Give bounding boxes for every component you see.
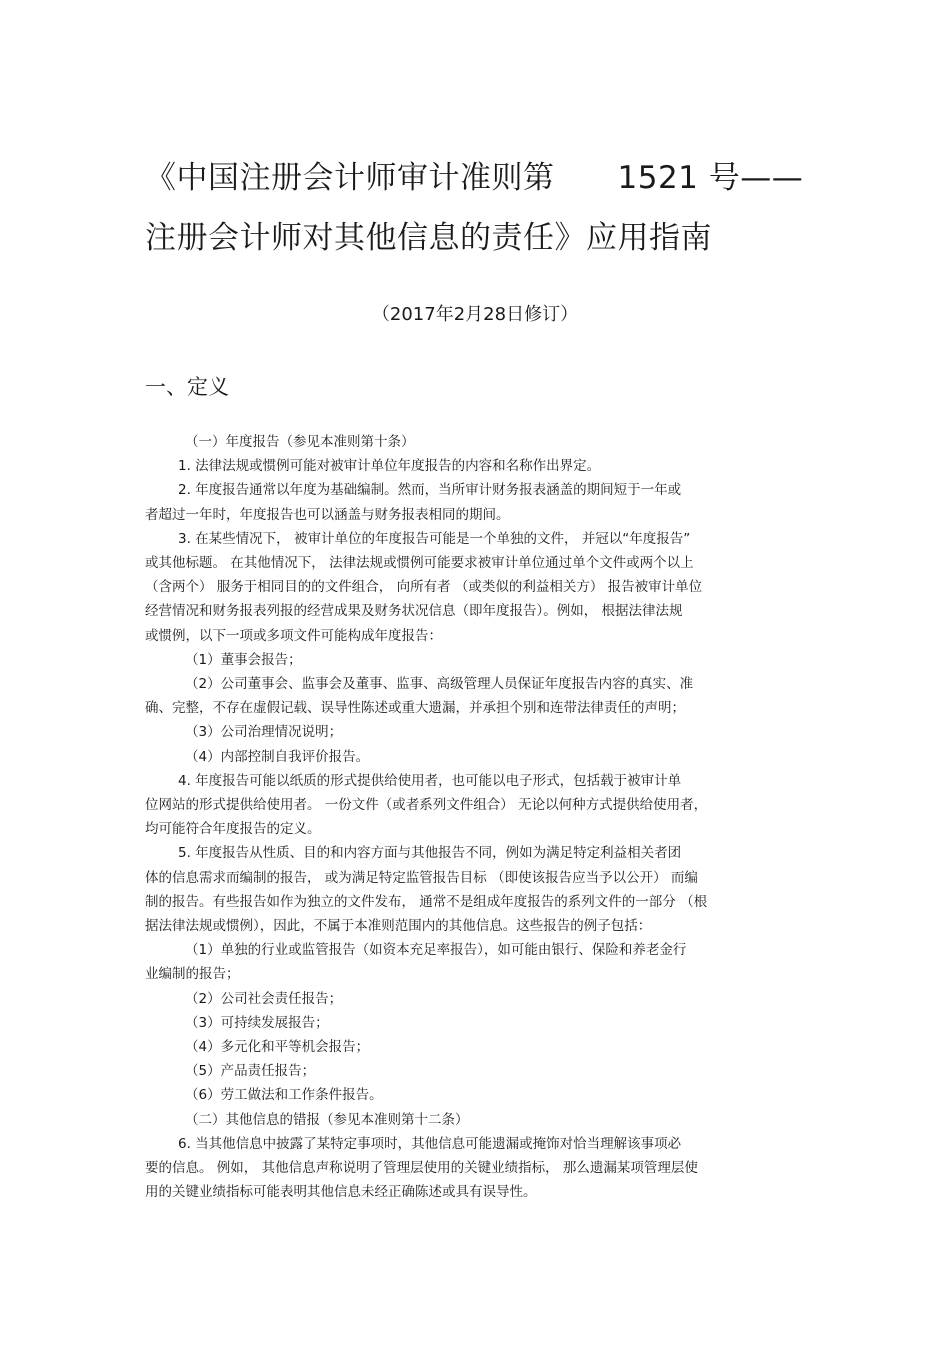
list-item: （4）多元化和平等机会报告；: [185, 1039, 370, 1056]
subsection-heading: （二）其他信息的错报（参见本准则第十二条）: [185, 1111, 469, 1128]
paragraph-line: 均可能符合年度报告的定义。: [145, 821, 321, 838]
paragraph-line: 用的关键业绩指标可能表明其他信息未经正确陈述或具有误导性。: [145, 1184, 537, 1201]
paragraph-line: 3. 在某些情况下， 被审计单位的年度报告可能是一个单独的文件， 并冠以“年度报告”: [178, 530, 691, 547]
list-item: （3）可持续发展报告；: [185, 1014, 329, 1031]
paragraph-line: 或惯例，以下一项或多项文件可能构成年度报告：: [145, 627, 442, 644]
paragraph-line: 体的信息需求而编制的报告， 或为满足特定监管报告目标 （即使该报告应当予以公开） 而编: [145, 869, 698, 886]
paragraph-line: 6. 当其他信息中披露了某特定事项时，其他信息可能遗漏或掩饰对恰当理解该事项必: [178, 1135, 682, 1152]
list-item: （5）产品责任报告；: [185, 1063, 316, 1080]
list-item: （1）董事会报告；: [185, 651, 302, 668]
list-item: （4）内部控制自我评价报告。: [185, 748, 370, 765]
paragraph-line: 业编制的报告；: [145, 966, 240, 983]
paragraph-line: 经营情况和财务报表列报的经营成果及财务状况信息（即年度报告）。例如， 根据法律法规: [145, 603, 683, 620]
body-text: [145, 430, 810, 1205]
paragraph-line: 4. 年度报告可能以纸质的形式提供给使用者，也可能以电子形式，包括载于被审计单: [178, 772, 682, 789]
paragraph-line: 要的信息。 例如， 其他信息声称说明了管理层使用的关键业绩指标， 那么遗漏某项管理层使: [145, 1160, 698, 1177]
document-title-line-2: 注册会计师对其他信息的责任》应用指南: [145, 220, 712, 256]
list-item: （2）公司社会责任报告；: [185, 990, 343, 1007]
document-title-line-1: 《中国注册会计师审计准则第 1521 号——: [145, 160, 804, 196]
list-item: （2）公司董事会、监事会及董事、监事、高级管理人员保证年度报告内容的真实、准: [185, 676, 694, 693]
paragraph-line: 位网站的形式提供给使用者。 一份文件（或者系列文件组合） 无论以何种方式提供给使用者，: [145, 797, 708, 814]
subsection-heading: （一）年度报告（参见本准则第十条）: [185, 434, 415, 450]
list-item: （1）单独的行业或监管报告（如资本充足率报告），如可能由银行、保险和养老金行: [185, 942, 687, 959]
paragraph-line: 或其他标题。 在其他情况下， 法律法规或惯例可能要求被审计单位通过单个文件或两个以上: [145, 555, 694, 572]
paragraph-line: 5. 年度报告从性质、目的和内容方面与其他报告不同，例如为满足特定利益相关者团: [178, 845, 682, 862]
paragraph-line: 据法律法规或惯例），因此，不属于本准则范围内的其他信息。这些报告的例子包括：: [145, 918, 652, 935]
paragraph-line: （含两个） 服务于相同目的的文件组合， 向所有者 （或类似的利益相关方） 报告被审计单位: [145, 579, 703, 596]
list-item: （6）劳工做法和工作条件报告。: [185, 1087, 383, 1104]
paragraph-line: 者超过一年时，年度报告也可以涵盖与财务报表相同的期间。: [145, 506, 510, 523]
paragraph-line: 1. 法律法规或惯例可能对被审计单位年度报告的内容和名称作出界定。: [178, 458, 601, 475]
paragraph-line: 确、完整，不存在虚假记载、误导性陈述或重大遗漏，并承担个别和连带法律责任的声明；: [145, 700, 685, 717]
paragraph-line: 制的报告。有些报告如作为独立的文件发布， 通常不是组成年度报告的系列文件的一部分 （根: [145, 893, 708, 910]
revision-date: （2017年2月28日修订）: [371, 304, 579, 325]
section-heading-definitions: 一、定义: [145, 375, 229, 399]
list-item: （3）公司治理情况说明；: [185, 724, 343, 741]
paragraph-line: 2. 年度报告通常以年度为基础编制。然而，当所审计财务报表涵盖的期间短于一年或: [178, 482, 682, 499]
